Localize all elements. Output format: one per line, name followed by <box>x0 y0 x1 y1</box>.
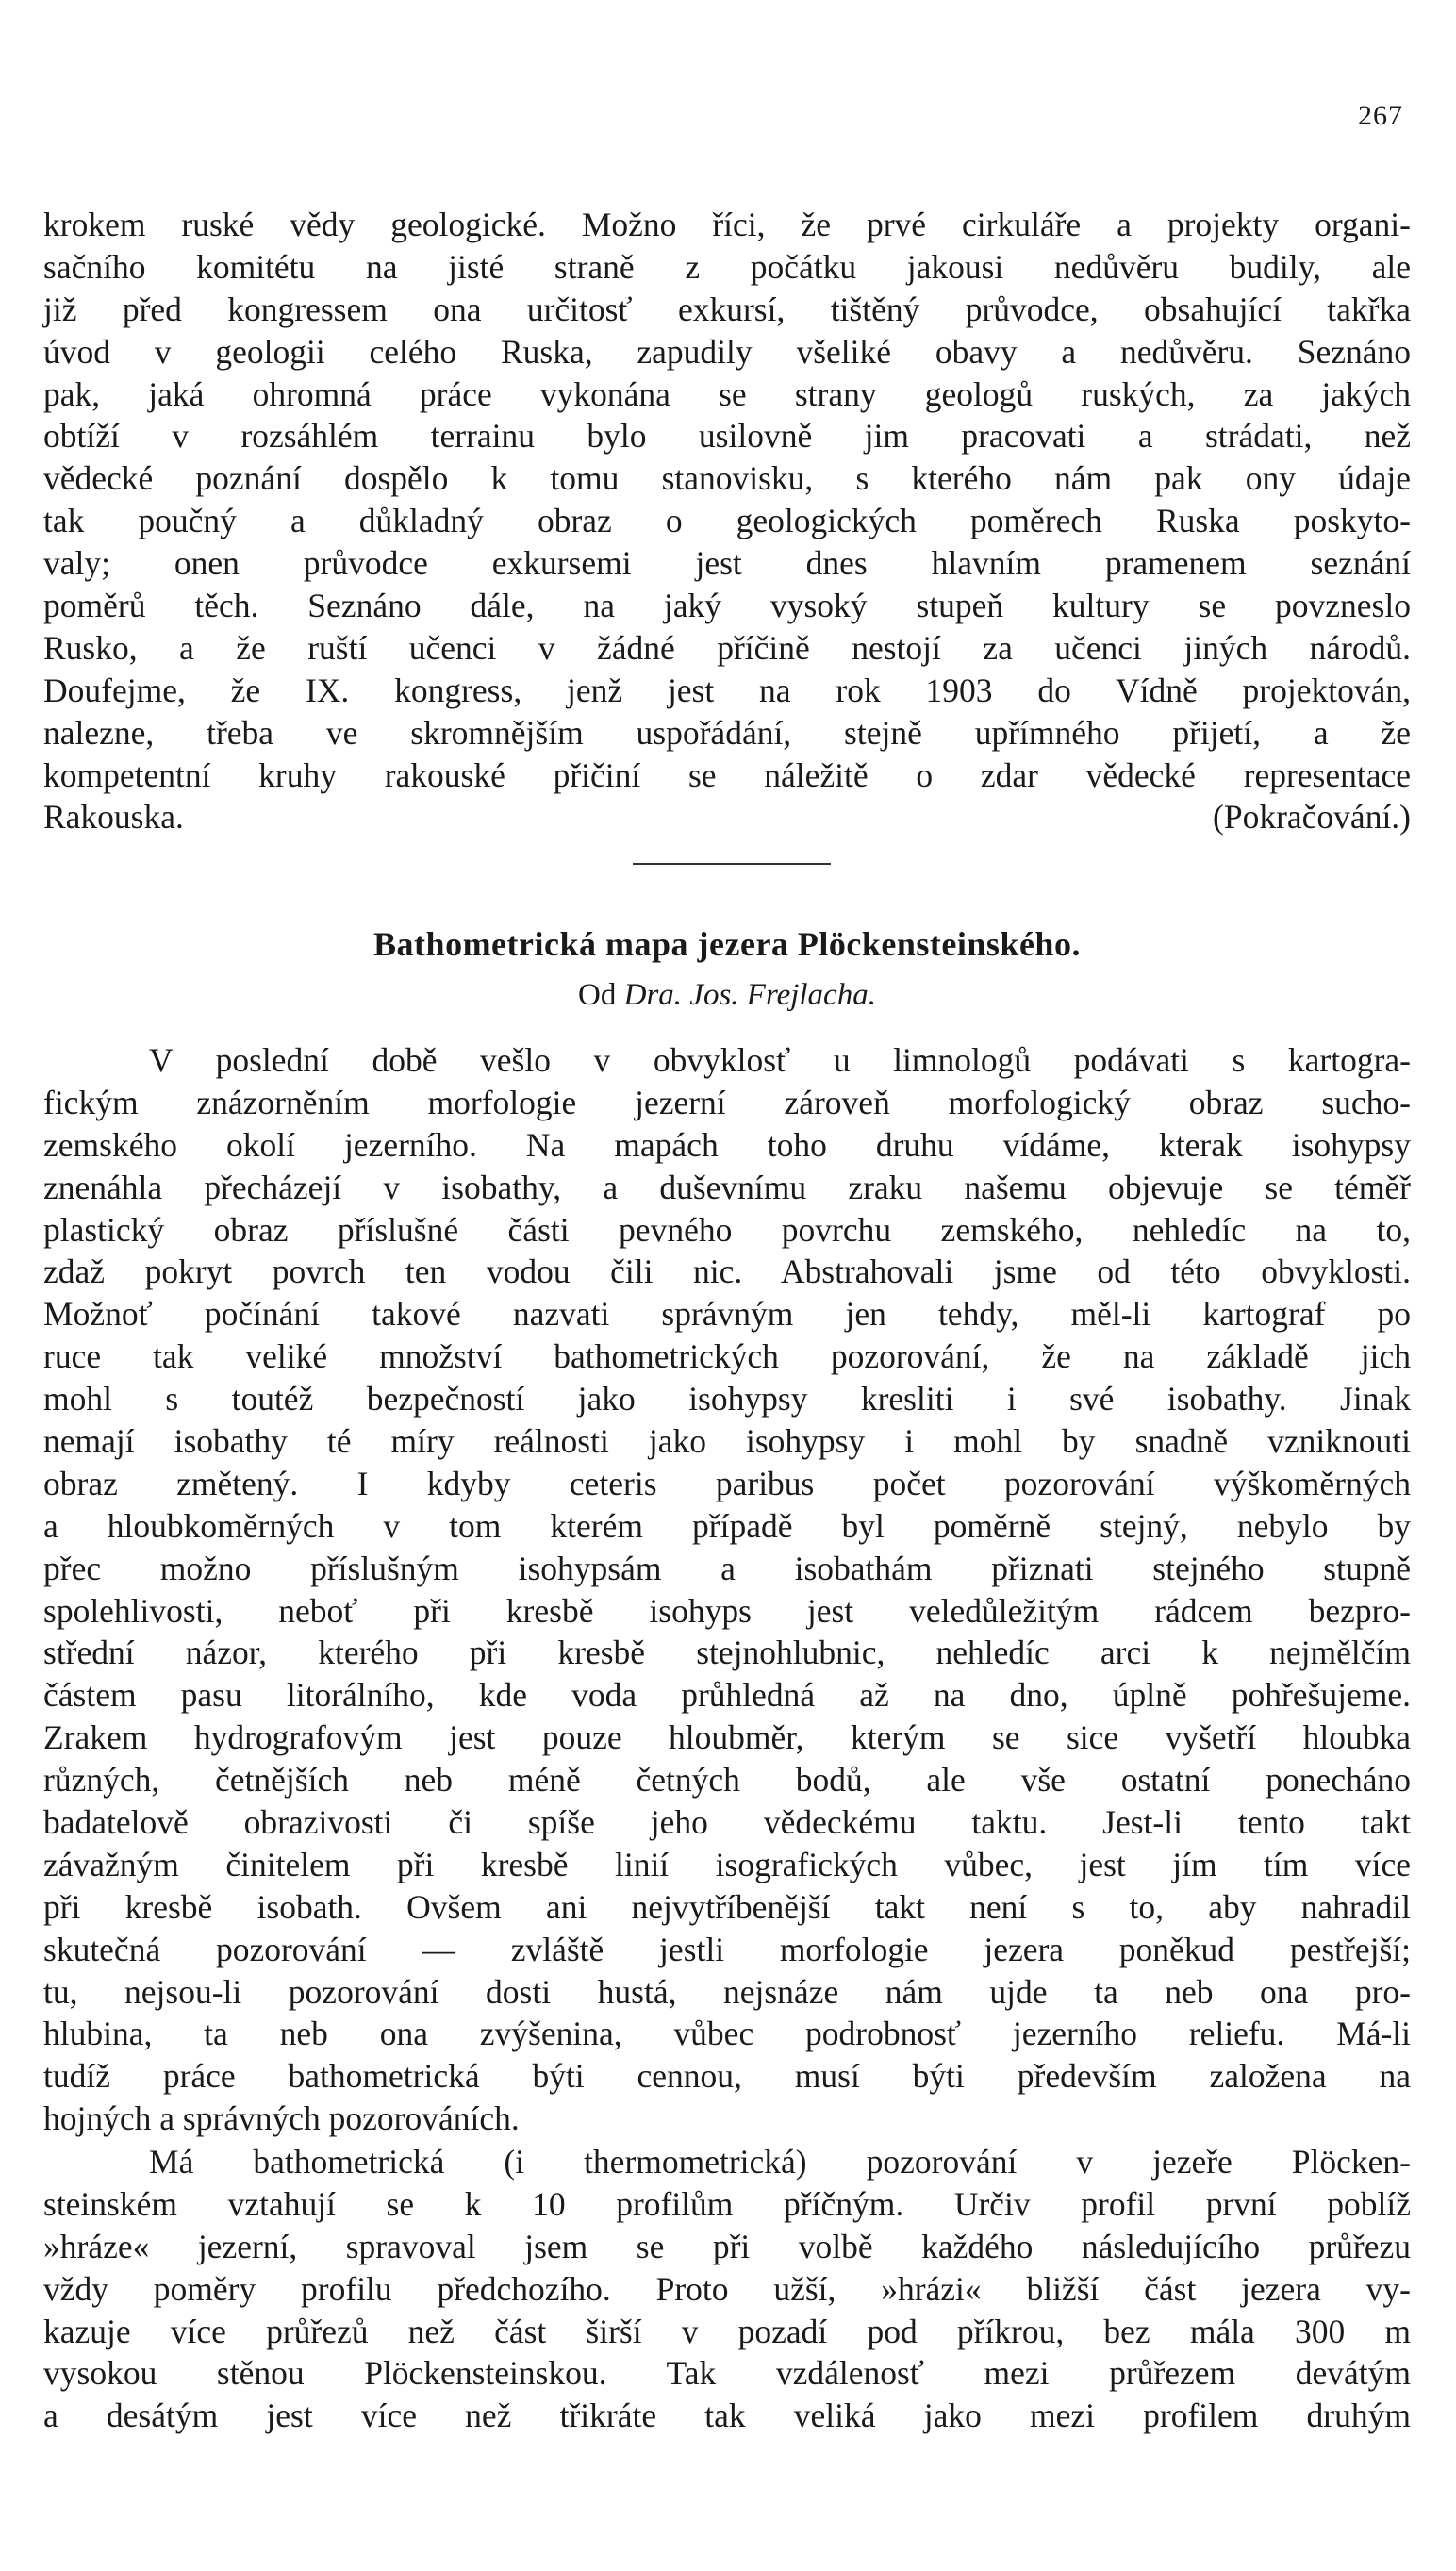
text-line: krokem ruské vědy geologické. Možno říci, že prvé cirkuláře a projekty organi- <box>43 206 1411 243</box>
text-line: závažným činitelem při kresbě linií isografických vůbec, jest jím tím více <box>43 1845 1411 1883</box>
text-line: zemského okolí jezerního. Na mapách toho druhu vídáme, kterak isohypsy <box>43 1125 1411 1164</box>
text-line: valy; onen průvodce exkursemi jest dnes hlavním pramenem seznání <box>43 544 1411 583</box>
continuation-note: (Pokračování.) <box>1213 798 1411 837</box>
text-line: vždy poměry profilu předchozího. Proto užší, »hrázi« bližší část jezera vy- <box>43 2269 1411 2308</box>
text-line: obraz změtený. I kdyby ceteris paribus počet pozorování výškoměrných <box>43 1464 1411 1502</box>
text-line: »hráze« jezerní, spravoval jsem se při volbě každého následujícího průřezu <box>43 2227 1411 2265</box>
text-line: již před kongressem ona určitosť exkursí, tištěný průvodce, obsahující takřka <box>43 290 1411 328</box>
text-line: Zrakem hydrografovým jest pouze hloubměr, kterým se sice vyšetří hloubka <box>43 1718 1411 1757</box>
text-line: Má bathometrická (i thermometrická) pozorování v jezeře Plöcken- <box>149 2143 1411 2181</box>
text-line: badatelově obrazivosti či spíše jeho vědeckému taktu. Jest-li tento takt <box>43 1803 1411 1842</box>
text-line: a desátým jest více než třikráte tak veliká jako mezi profilem druhým <box>43 2397 1411 2435</box>
byline <box>43 978 1411 1013</box>
text-line: skutečná pozorování — zvláště jestli morfologie jezera poněkud pestřejší; <box>43 1930 1411 1968</box>
text-line: poměrů těch. Seznáno dále, na jaký vysoký stupeň kultury se povzneslo <box>43 587 1411 625</box>
paragraph-article-body-1 <box>43 1039 1411 2140</box>
document-page <box>43 0 1411 2571</box>
paragraph-end-text: Rakouska. <box>43 798 184 837</box>
text-line-last <box>43 796 1411 838</box>
text-line: tak poučný a důkladný obraz o geologických poměrech Ruska poskyto- <box>43 502 1411 540</box>
text-line: pak, jaká ohromná práce vykonána se strany geologů ruských, za jakých <box>43 374 1411 413</box>
text-line: nemají isobathy té míry reálnosti jako isohypsy i mohl by snadně vzniknouti <box>43 1422 1411 1461</box>
byline-prefix: Od <box>578 978 617 1012</box>
text-line: kompetentní kruhy rakouské přičiní se náležitě o zdar vědecké representace <box>43 755 1411 794</box>
text-line: V poslední době vešlo v obvyklosť u limnologů podávati s kartogra- <box>149 1041 1411 1079</box>
text-line: tudíž práce bathometrická býti cennou, musí býti především založena na <box>43 2057 1411 2096</box>
text-line: zdaž pokryt povrch ten vodou čili nic. Abstrahovali jsme od této obvyklosti. <box>43 1252 1411 1291</box>
text-line: a hloubkoměrných v tom kterém případě byl poměrně stejný, nebylo by <box>43 1506 1411 1545</box>
text-line: nalezne, třeba ve skromnějším uspořádání, stejně upřímného přijetí, a že <box>43 713 1411 752</box>
text-line: částem pasu litorálního, kde voda průhledná až na dno, úplně pohřešujeme. <box>43 1676 1411 1715</box>
text-line: při kresbě isobath. Ovšem ani nejvytříbenější takt není s to, aby nahradil <box>43 1887 1411 1926</box>
page-number: 267 <box>1358 100 1403 131</box>
text-line: přec možno příslušným isohypsám a isobathám přiznati stejného stupně <box>43 1549 1411 1587</box>
article-title: Bathometrická mapa jezera Plöckensteinského. <box>373 925 1081 963</box>
text-line-last: hojných a správných pozorováních. <box>43 2099 520 2138</box>
text-line: vysokou stěnou Plöckensteinskou. Tak vzdálenosť mezi průřezem devátým <box>43 2354 1411 2393</box>
text-line: Rusko, a že ruští učenci v žádné příčině nestojí za učenci jiných národů. <box>43 628 1411 667</box>
text-line: steinském vztahují se k 10 profilům příčným. Určiv profil první poblíž <box>43 2184 1411 2223</box>
text-line: fickým znázorněním morfologie jezerní zároveň morfologický obraz sucho- <box>43 1083 1411 1121</box>
byline-author: Dra. Jos. Frejlacha. <box>623 978 876 1012</box>
text-line: plastický obraz příslušné části pevného povrchu zemského, nehledíc na to, <box>43 1210 1411 1249</box>
text-line: různých, četnějších neb méně četných bodů, ale vše ostatní ponecháno <box>43 1761 1411 1800</box>
text-line: hlubina, ta neb ona zvýšenina, vůbec podrobnosť jezerního reliefu. Má-li <box>43 2015 1411 2053</box>
text-line: znenáhla přecházejí v isobathy, a duševnímu zraku našemu objevuje se téměř <box>43 1168 1411 1206</box>
text-line: Možnoť počínání takové nazvati správným jen tehdy, měl-li kartograf po <box>43 1295 1411 1334</box>
text-line: spolehlivosti, neboť při kresbě isohyps jest veledůležitým rádcem bezpro- <box>43 1591 1411 1630</box>
text-line: ruce tak veliké množství bathometrických pozorování, že na základě jich <box>43 1337 1411 1376</box>
text-line: vědecké poznání dospělo k tomu stanovisku, s kterého nám pak ony údaje <box>43 459 1411 498</box>
text-line: mohl s toutéž bezpečností jako isohypsy kresliti i své isobathy. Jinak <box>43 1380 1411 1418</box>
paragraph-article-body-2 <box>43 2141 1411 2437</box>
text-line: úvod v geologii celého Ruska, zapudily všeliké obavy a nedůvěru. Seznáno <box>43 332 1411 371</box>
paragraph-intro-continuation <box>43 204 1411 838</box>
text-line: střední názor, kterého při kresbě stejnohlubnic, nehledíc arci k nejmělčím <box>43 1634 1411 1672</box>
text-line: kazuje více průřezů než část širší v pozadí pod příkrou, bez mála 300 m <box>43 2312 1411 2350</box>
text-line: sačního komitétu na jisté straně z počátku jakousi nedůvěru budily, ale <box>43 247 1411 286</box>
text-line: obtíží v rozsáhlém terrainu bylo usilovně jim pracovati a strádati, než <box>43 417 1411 456</box>
text-line: tu, nejsou-li pozorování dosti hustá, nejsnáze nám ujde ta neb ona pro- <box>43 1972 1411 2011</box>
text-line: Doufejme, že IX. kongress, jenž jest na rok 1903 do Vídně projektován, <box>43 671 1411 709</box>
section-divider <box>633 863 831 865</box>
